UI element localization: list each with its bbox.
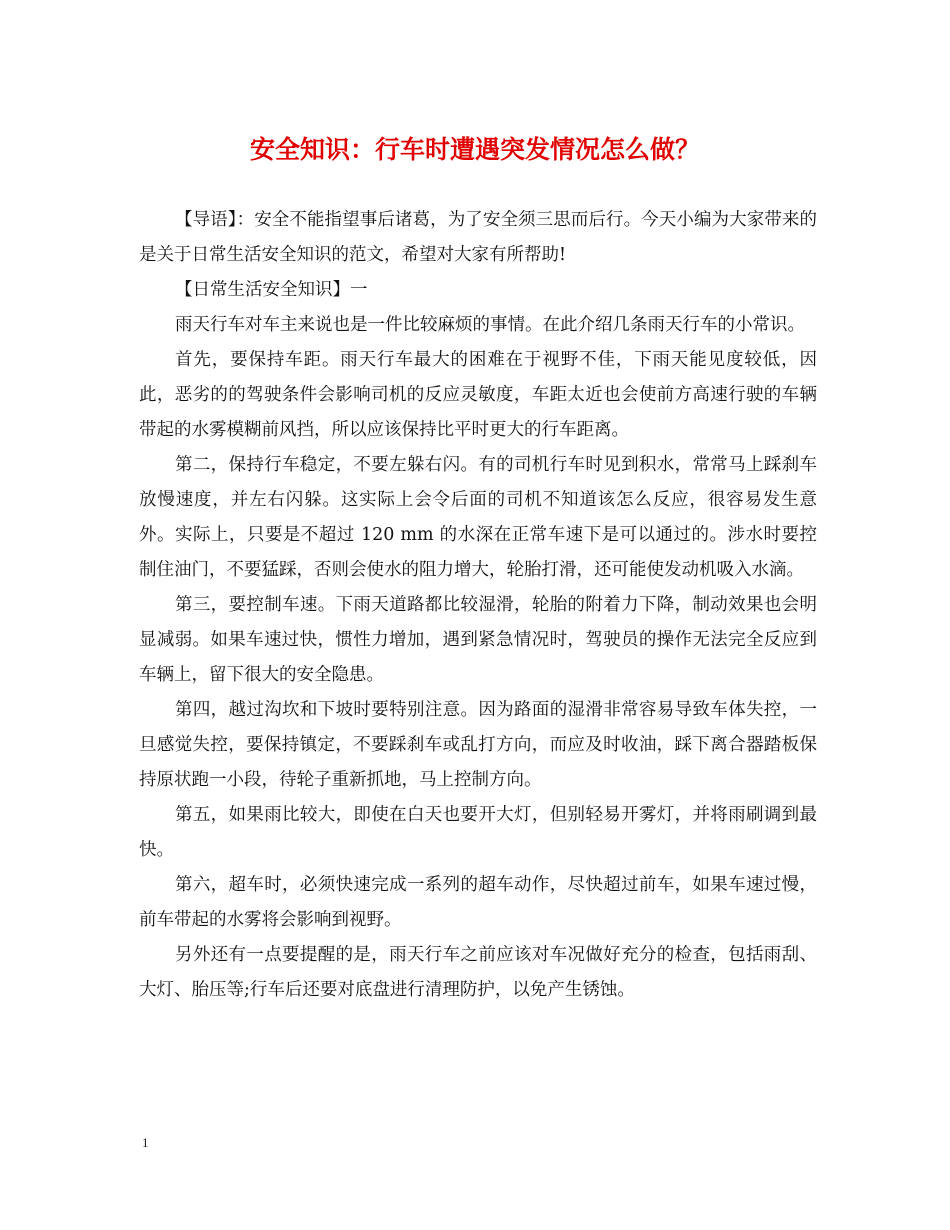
body-paragraph: 首先，要保持车距。雨天行车最大的困难在于视野不佳，下雨天能见度较低，因此，恶劣的的驾驶条件会影响司机的反应灵敏度，车距太近也会使前方高速行驶的车辆带起的水雾模糊前风挡，所以应该保持比平时更大的行车距离。 <box>139 350 817 440</box>
page-number: 1 <box>142 1135 149 1150</box>
body-paragraph: 第六，超车时，必须快速完成一系列的超车动作，尽快超过前车，如果车速过慢，前车带起的水雾将会影响到视野。 <box>139 875 817 930</box>
body-paragraph: 雨天行车对车主来说也是一件比较麻烦的事情。在此介绍几条雨天行车的小常识。 <box>175 315 805 335</box>
body-paragraph: 第二，保持行车稳定，不要左躲右闪。有的司机行车时见到积水，常常马上踩刹车放慢速度，并左右闪躲。这实际上会令后面的司机不知道该怎么反应，很容易发生意外。实际上，只要是不超过 120 mm 的水深在正常车速下是可以通过的。涉水时要控制住油门，不要猛踩，否则会使水的阻力增大，轮胎打滑，还可能使发动机吸入水滴。 <box>139 455 817 580</box>
body-paragraph: 另外还有一点要提醒的是，雨天行车之前应该对车况做好充分的检查，包括雨刮、大灯、胎压等;行车后还要对底盘进行清理防护，以免产生锈蚀。 <box>139 945 817 1000</box>
body-paragraph: 第五，如果雨比较大，即使在白天也要开大灯，但别轻易开雾灯，并将雨刷调到最快。 <box>139 805 817 860</box>
body-paragraph: 第三，要控制车速。下雨天道路都比较湿滑，轮胎的附着力下降，制动效果也会明显减弱。如果车速过快，惯性力增加，遇到紧急情况时，驾驶员的操作无法完全反应到车辆上，留下很大的安全隐患。 <box>139 595 817 685</box>
body-paragraph: 第四，越过沟坎和下坡时要特别注意。因为路面的湿滑非常容易导致车体失控，一旦感觉失控，要保持镇定，不要踩刹车或乱打方向，而应及时收油，踩下离合器踏板保持原状跑一小段，待轮子重新抓地，马上控制方向。 <box>139 700 817 790</box>
document-body <box>139 203 817 1008</box>
intro-paragraph: 【导语】：安全不能指望事后诸葛，为了安全须三思而后行。今天小编为大家带来的是关于日常生活安全知识的范文，希望对大家有所帮助! <box>139 210 817 265</box>
document-title: 安全知识：行车时遭遇突发情况怎么做？ <box>249 135 700 164</box>
section-heading: 【日常生活安全知识】一 <box>175 280 368 300</box>
